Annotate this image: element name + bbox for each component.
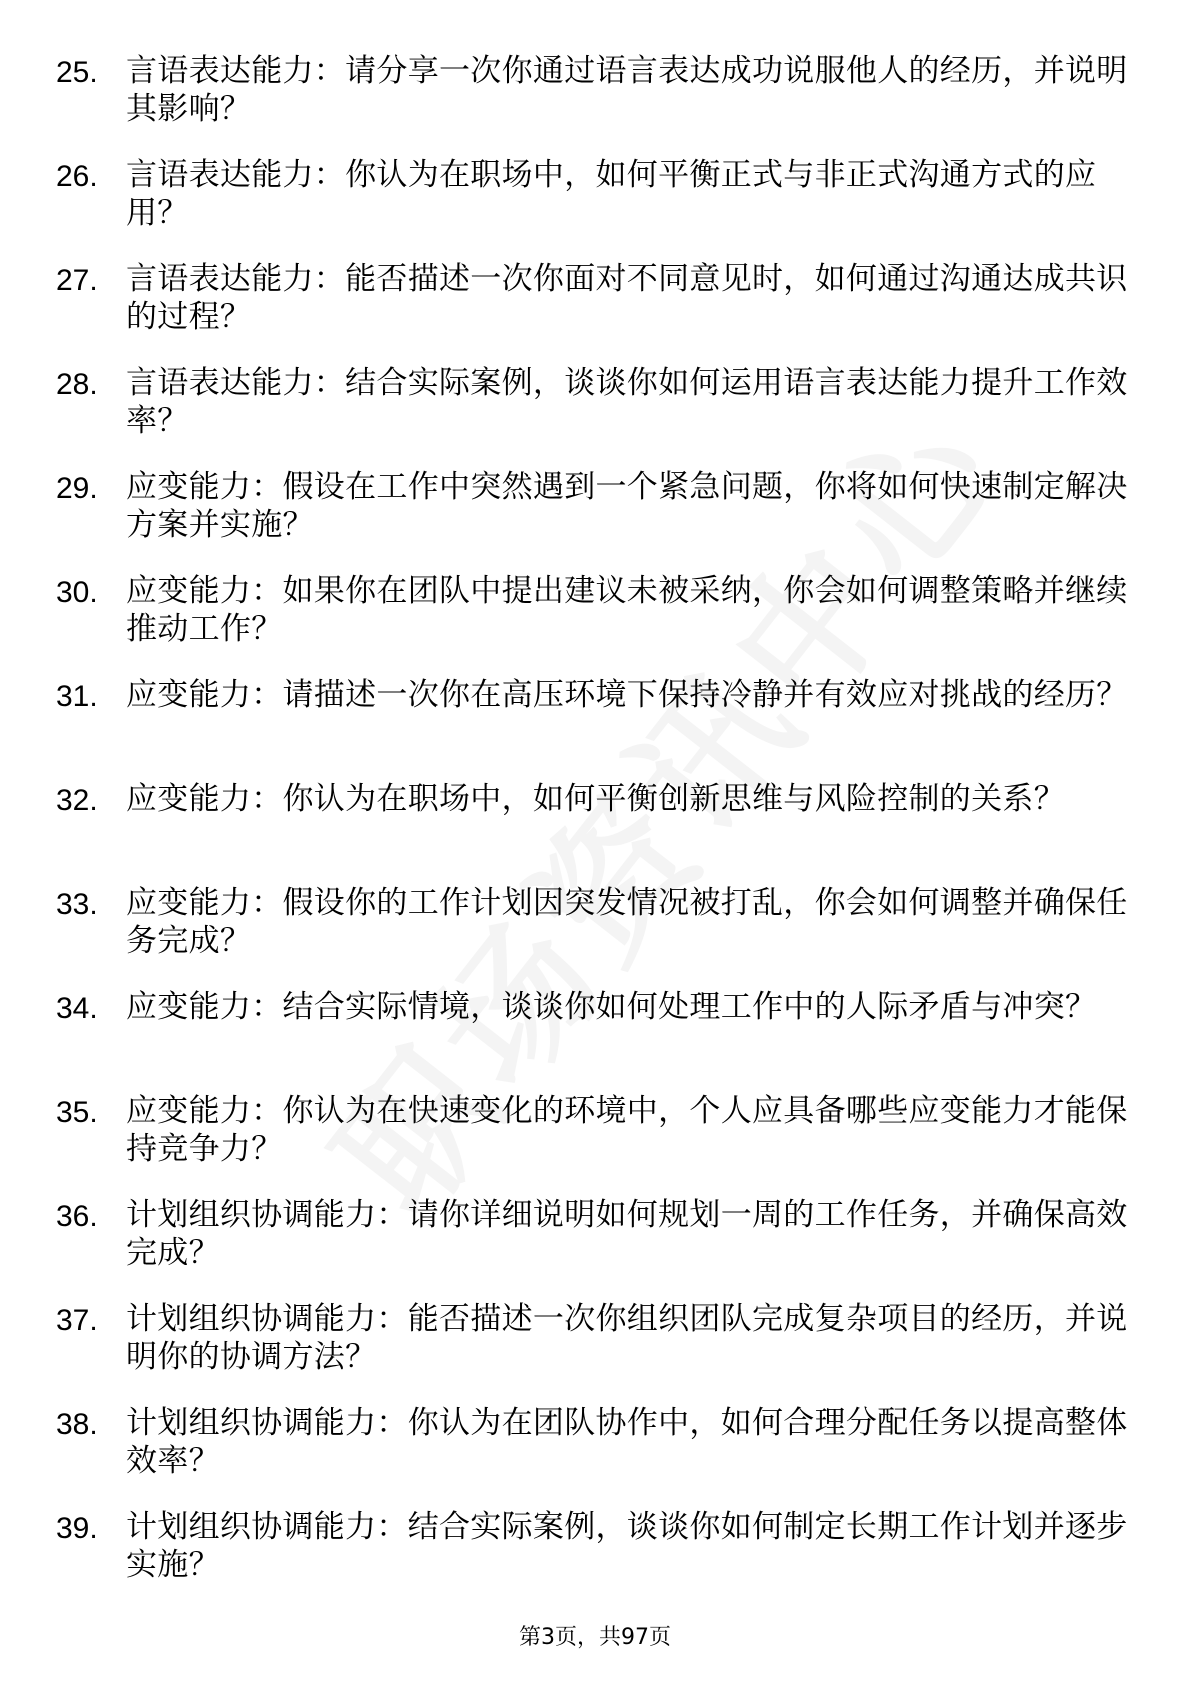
list-item [56,1404,1146,1508]
question-text: 应变能力：你认为在快速变化的环境中，个人应具备哪些应变能力才能保持竞争力？ [126,1093,1128,1167]
page-footer: 第3页，共97页 [519,1625,671,1650]
question-list [56,52,1146,1612]
question-number: 31. [56,680,98,713]
question-text: 计划组织协调能力：结合实际案例，谈谈你如何制定长期工作计划并逐步实施？ [126,1509,1128,1583]
question-text: 言语表达能力：你认为在职场中，如何平衡正式与非正式沟通方式的应用？ [126,157,1097,231]
question-text: 言语表达能力：结合实际案例，谈谈你如何运用语言表达能力提升工作效率？ [126,365,1128,439]
question-number: 35. [56,1096,98,1129]
question-number: 26. [56,160,98,193]
question-text: 应变能力：假设你的工作计划因突发情况被打乱，你会如何调整并确保任务完成？ [126,885,1128,959]
question-text: 应变能力：如果你在团队中提出建议未被采纳，你会如何调整策略并继续推动工作？ [126,573,1128,647]
question-text: 言语表达能力：请分享一次你通过语言表达成功说服他人的经历，并说明其影响？ [126,53,1128,127]
question-number: 38. [56,1408,98,1441]
question-number: 27. [56,264,98,297]
question-number: 36. [56,1200,98,1233]
question-text: 计划组织协调能力：请你详细说明如何规划一周的工作任务，并确保高效完成？ [126,1197,1128,1271]
list-item [56,468,1146,572]
list-item [56,1300,1146,1404]
question-number: 28. [56,368,98,401]
question-text: 言语表达能力：能否描述一次你面对不同意见时，如何通过沟通达成共识的过程？ [126,261,1128,335]
list-item [56,884,1146,988]
list-item [56,52,1146,156]
question-number: 30. [56,576,98,609]
list-item [56,156,1146,260]
question-text: 应变能力：你认为在职场中，如何平衡创新思维与风险控制的关系？ [126,781,1065,817]
question-text: 应变能力：结合实际情境，谈谈你如何处理工作中的人际矛盾与冲突？ [126,989,1097,1025]
question-text: 应变能力：假设在工作中突然遇到一个紧急问题，你将如何快速制定解决方案并实施？ [126,469,1128,543]
list-item [56,780,1146,884]
question-number: 37. [56,1304,98,1337]
question-number: 34. [56,992,98,1025]
list-item [56,988,1146,1092]
question-number: 29. [56,472,98,505]
question-text: 应变能力：请描述一次你在高压环境下保持冷静并有效应对挑战的经历？ [126,677,1128,713]
question-number: 25. [56,56,98,89]
list-item [56,1508,1146,1612]
list-item [56,676,1146,780]
question-text: 计划组织协调能力：你认为在团队协作中，如何合理分配任务以提高整体效率？ [126,1405,1128,1479]
list-item [56,364,1146,468]
question-number: 32. [56,784,98,817]
list-item [56,572,1146,676]
question-number: 33. [56,888,98,921]
list-item [56,260,1146,364]
question-number: 39. [56,1512,98,1545]
list-item [56,1196,1146,1300]
question-text: 计划组织协调能力：能否描述一次你组织团队完成复杂项目的经历，并说明你的协调方法？ [126,1301,1128,1375]
list-item [56,1092,1146,1196]
